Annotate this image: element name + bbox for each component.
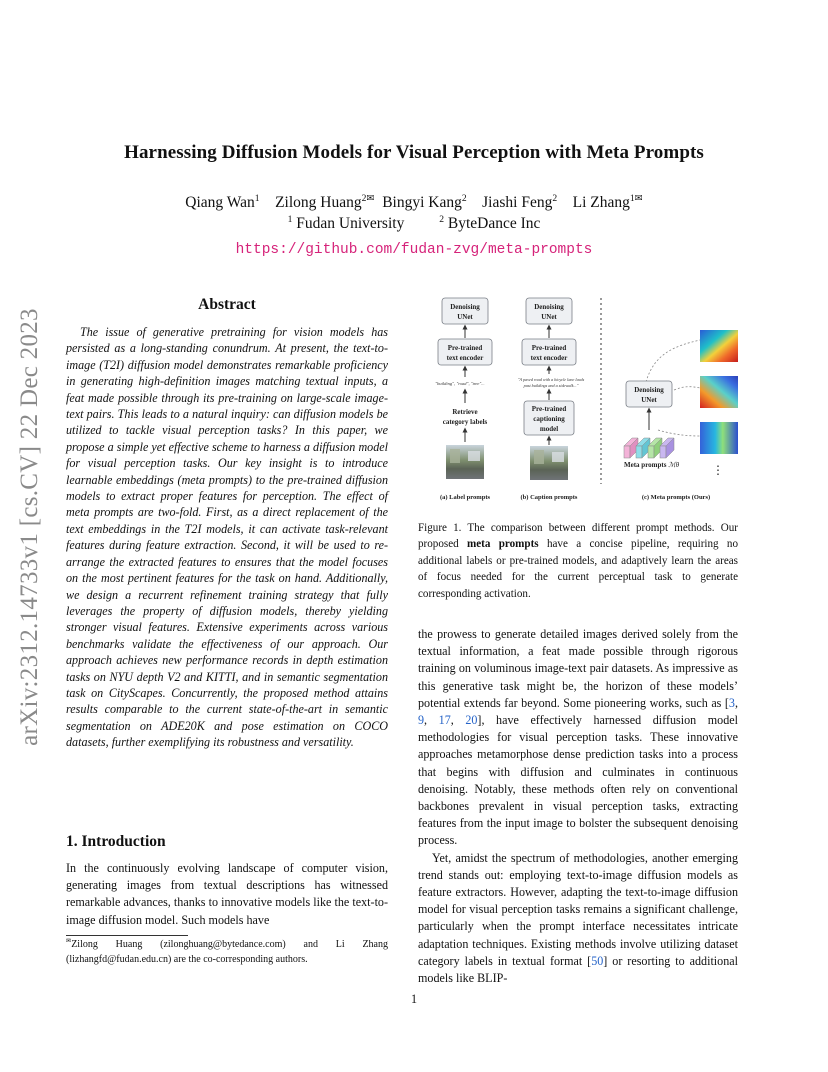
svg-text:model: model — [539, 425, 559, 433]
citation-link[interactable]: 9 — [418, 713, 425, 728]
column-label-prompts — [435, 298, 492, 501]
column-caption-prompts — [518, 298, 585, 501]
affiliation: $^2$ ByteDance Inc — [439, 213, 541, 232]
footnote — [66, 938, 388, 967]
figure-1-diagram — [418, 294, 746, 506]
arxiv-id-text: arXiv:2312.14733v1 [cs.CV] 22 Dec 2023 — [16, 308, 43, 746]
caption-words: "A paved road with a bicycle lane leads — [517, 377, 585, 382]
introduction-paragraph: In the continuously evolving landscape of computer vision, generating images from textual descriptions has witnessed remarkable advances, thanks to innovative models like the text-to-image diffusion model. Such models have — [66, 861, 388, 927]
vdots: ⋮ — [712, 463, 724, 477]
affiliation: $^1$ Fudan University — [287, 213, 405, 232]
meta-prompts-label: Meta prompts ℳθ — [624, 461, 680, 469]
affiliation-list — [0, 215, 828, 233]
author: Qiang Wan$^1$ — [185, 192, 260, 211]
svg-text:text encoder: text encoder — [446, 354, 484, 362]
svg-text:Pre-trained: Pre-trained — [531, 405, 567, 413]
github-link[interactable]: https://github.com/fudan-zvg/meta-prompts — [235, 242, 593, 258]
citation-link[interactable]: 3 — [728, 695, 735, 710]
heatmap-2 — [700, 376, 738, 408]
subcaption-b: (b) Caption prompts — [520, 494, 578, 501]
right-column-body — [418, 626, 738, 987]
subcaption-c: (c) Meta prompts (Ours) — [641, 494, 711, 501]
author: Zilong Huang$^{2✉}$ — [275, 192, 375, 211]
caption-bold-term: meta prompts — [467, 538, 539, 551]
author: Bingyi Kang$^2$ — [382, 192, 467, 211]
label-words: "building", "road", "tree"... — [435, 381, 485, 386]
author: Jiashi Feng$^2$ — [482, 192, 558, 211]
author-list — [0, 194, 828, 212]
svg-text:Denoising: Denoising — [634, 386, 664, 394]
footnote-rule — [66, 935, 188, 936]
meta-prompt-tokens — [624, 438, 674, 458]
footnote-text: Zilong Huang (zilonghuang@bytedance.com) and Li Zhang (lizhangfd@fudan.edu.cn) are the co-corresponding authors. — [66, 939, 388, 965]
abstract-body: The issue of generative pretraining for vision models has persisted as a long-standing conundrum. At present, the text-to-image (T2I) diffusion model demonstrates remarkable proficiency in generating high-definition images matching textual inputs, a feat made possible through its pre-training on large-scale image-text pairs. This leads to a natural inquiry: can diffusion models be utilized to tackle visual perception tasks? In this paper, we propose a simple yet effective scheme to harness a diffusion model for visual perception tasks. Our key insight is to introduce learnable embeddings (meta prompts) to the pre-trained diffusion models to extract proper features for perception. The effect of meta prompts are two-fold. First, as a direct replacement of the text embeddings in the T2I models, it can activate task-relevant features during feature extraction. Second, it will be used to re-arrange the extracted features to ensures that the model focuses on the most pertinent features for the task on hand. Additionally, we design a recurrent refinement training strategy that fully leverages the property of diffusion models, thereby yielding stronger visual features. Extensive experiments across various benchmarks validate the effectiveness of our approach. Our approach achieves new performance records in depth estimation tasks on NYU depth V2 and KITTI, and in semantic segmentation task on CityScapes. Concurrently, the proposed method attains results comparable to the current state-of-the-art in semantic segmentation on ADE20K and pose estimation on COCO datasets, further exemplifying its robustness and versatility. — [66, 325, 388, 750]
paper-title: Harnessing Diffusion Models for Visual Perception with Meta Prompts — [124, 142, 704, 163]
paragraph: Yet, amidst the spectrum of methodologies, another emerging trend stands out: employing text-to-image diffusion models as feature extractors. However, adapting the text-to-image diffusion model for visual perception tasks remains a significant challenge, particularly when the prompt interface necessitates intricate adaptation techniques. Existing methods involve utilizing dataset category labels in textual format [50] or resorting to additional models like BLIP- — [418, 850, 738, 986]
svg-text:Denoising: Denoising — [534, 303, 564, 311]
svg-text:UNet: UNet — [641, 396, 657, 404]
column-meta-prompts — [624, 330, 738, 501]
abstract-heading: Abstract — [198, 296, 256, 313]
citation-link[interactable]: 20 — [465, 713, 478, 728]
figure-1-caption: Figure 1. The comparison between different prompt methods. Our proposed meta prompts have a concise pipeline, requiring no additional labels or pre-trained models, and adaptively learn the areas of focus needed for the current perceptual task to generate corresponding activation. — [418, 522, 738, 600]
retrieve-category-labels: Retrieve — [452, 408, 478, 416]
page-number: 1 — [410, 992, 418, 1006]
paragraph: the prowess to generate detailed images derived solely from the textual information, a feat made possible through rigorous training on voluminous image-text pair datasets. As impressive as this generative task might be, the horizon of these models’ potential extends far beyond. Some pioneering works, such as [3, 9, 17, 20], have effectively harnessed diffusion model methodologies for visual perception tasks. These innovative approaches metamorphose dense prediction tasks into a process that begins with diffusion and culminates in continuous denoising. Notably, these methods often rely on conventional backbones prevalent in visual perception tasks, extracting features from the input image to bolster the subsequent denoising process. — [418, 627, 738, 848]
footnote-symbol: ✉ — [66, 937, 72, 945]
svg-text:category labels: category labels — [442, 418, 488, 426]
section-heading-introduction: 1. Introduction — [66, 833, 166, 850]
citation-link[interactable]: 17 — [438, 713, 451, 728]
subcaption-a: (a) Label prompts — [439, 494, 491, 501]
svg-text:text encoder: text encoder — [530, 354, 568, 362]
svg-text:Pre-trained: Pre-trained — [447, 344, 483, 352]
denoising-unet-label: Denoising — [450, 303, 480, 311]
heatmap-1 — [700, 330, 738, 362]
svg-text:UNet: UNet — [541, 313, 557, 321]
heatmap-3 — [700, 422, 738, 454]
svg-text:Pre-trained: Pre-trained — [531, 344, 567, 352]
svg-text:captioning: captioning — [533, 415, 565, 423]
svg-text:UNet: UNet — [457, 313, 473, 321]
citation-link[interactable]: 50 — [591, 953, 604, 968]
svg-text:past buildings and a sidewalk.: past buildings and a sidewalk..." — [523, 383, 579, 388]
author: Li Zhang$^{1✉}$ — [572, 192, 643, 211]
arxiv-side-identifier — [14, 292, 46, 762]
